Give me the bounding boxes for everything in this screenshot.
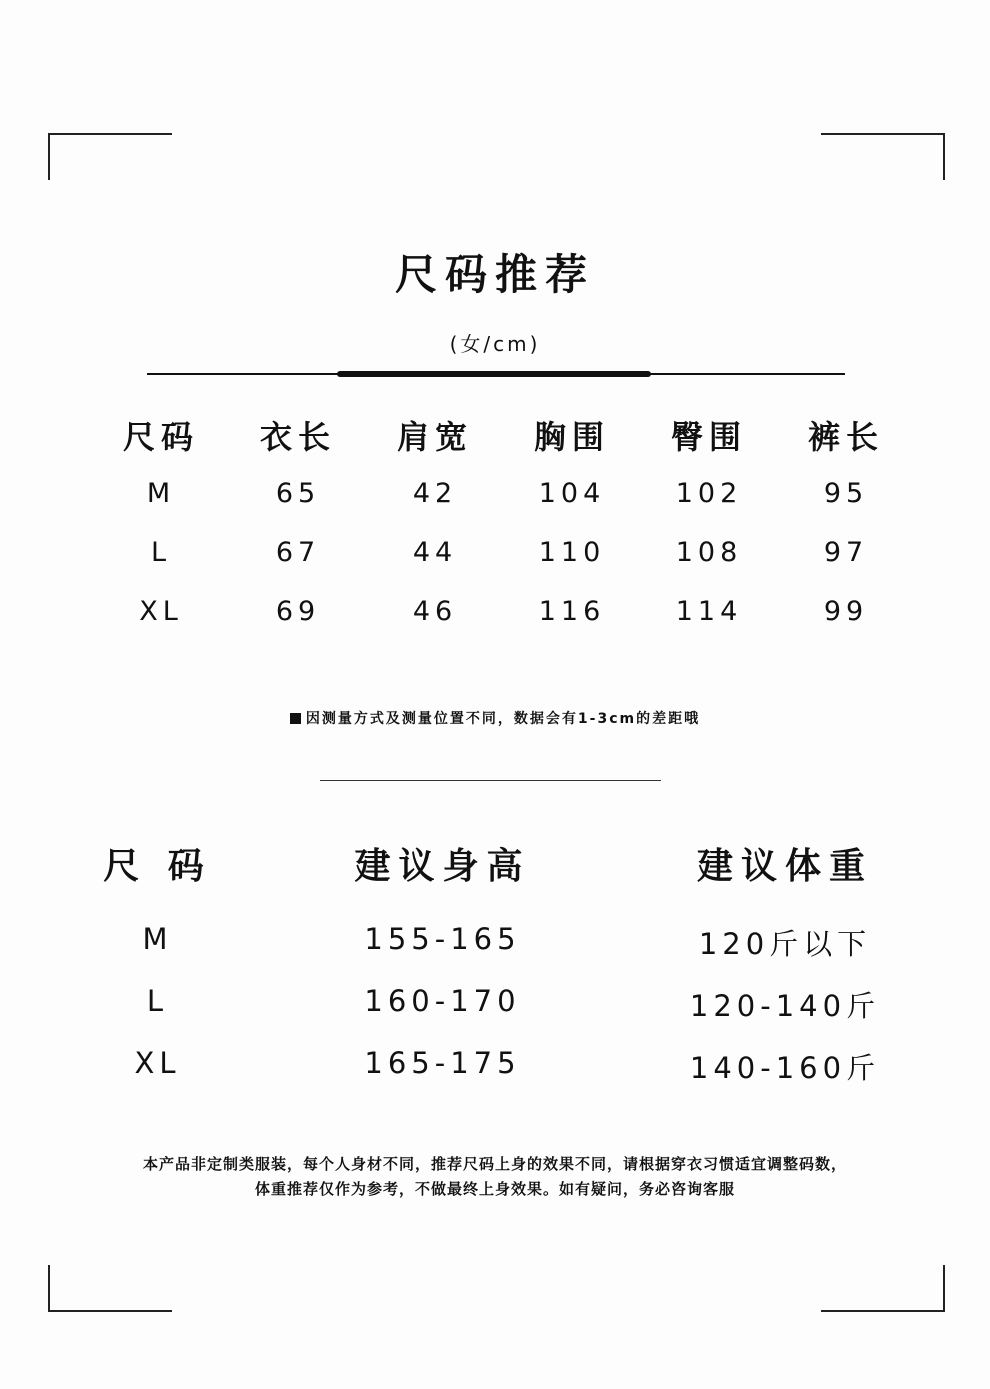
- cell-size: XL: [134, 1046, 181, 1080]
- disclaimer-line-1: 本产品非定制类服装，每个人身材不同，推荐尺码上身的效果不同，请根据穿衣习惯适宜调整码数，: [142, 1155, 847, 1173]
- cell-height: 155-165: [364, 922, 521, 956]
- corner-top-right: [821, 133, 945, 180]
- header-chest: 胸围: [533, 418, 610, 456]
- disclaimer: [0, 1152, 990, 1202]
- disclaimer-line-2: 体重推荐仅作为参考，不做最终上身效果。如有疑问，务必咨询客服: [254, 1180, 735, 1198]
- header-weight: 建议体重: [696, 846, 873, 887]
- cell-shoulder: 44: [412, 537, 458, 568]
- header-hip: 臀围: [670, 418, 747, 456]
- cell-pants-length: 97: [823, 537, 869, 568]
- section-divider: [320, 780, 661, 781]
- square-bullet-icon: [290, 713, 301, 724]
- cell-chest: 110: [538, 537, 606, 568]
- cell-weight: 140-160斤: [689, 1051, 881, 1085]
- cell-length: 69: [275, 596, 321, 627]
- cell-height: 160-170: [364, 984, 521, 1018]
- measurement-note: [0, 708, 990, 728]
- page-title: 尺码推荐: [394, 250, 595, 299]
- unit-label: (女/cm): [449, 332, 541, 356]
- corner-top-left: [48, 133, 172, 180]
- cell-size: L: [150, 537, 172, 568]
- cell-hip: 114: [675, 596, 743, 627]
- header-length: 衣长: [259, 418, 336, 456]
- corner-bottom-right: [821, 1265, 945, 1312]
- header-pants-length: 裤长: [807, 418, 884, 456]
- cell-pants-length: 95: [823, 478, 869, 509]
- header-shoulder: 肩宽: [396, 418, 473, 456]
- note-text: 因测量方式及测量位置不同，数据会有1-3cm的差距哦: [305, 711, 701, 727]
- cell-hip: 102: [675, 478, 743, 509]
- cell-hip: 108: [675, 537, 743, 568]
- cell-size: L: [146, 984, 169, 1018]
- cell-size: M: [146, 478, 176, 509]
- header-height: 建议身高: [354, 846, 531, 887]
- header-size: 尺 码: [103, 846, 212, 887]
- cell-height: 165-175: [364, 1046, 521, 1080]
- title-divider-accent: [337, 371, 651, 377]
- corner-bottom-left: [48, 1265, 172, 1312]
- cell-chest: 116: [538, 596, 606, 627]
- cell-length: 65: [275, 478, 321, 509]
- cell-weight: 120斤以下: [698, 927, 872, 961]
- cell-size: XL: [139, 596, 183, 627]
- cell-size: M: [142, 922, 173, 956]
- header-size: 尺码: [122, 418, 199, 456]
- cell-chest: 104: [538, 478, 606, 509]
- cell-length: 67: [275, 537, 321, 568]
- cell-shoulder: 42: [412, 478, 458, 509]
- cell-weight: 120-140斤: [689, 989, 881, 1023]
- cell-pants-length: 99: [823, 596, 869, 627]
- cell-shoulder: 46: [412, 596, 458, 627]
